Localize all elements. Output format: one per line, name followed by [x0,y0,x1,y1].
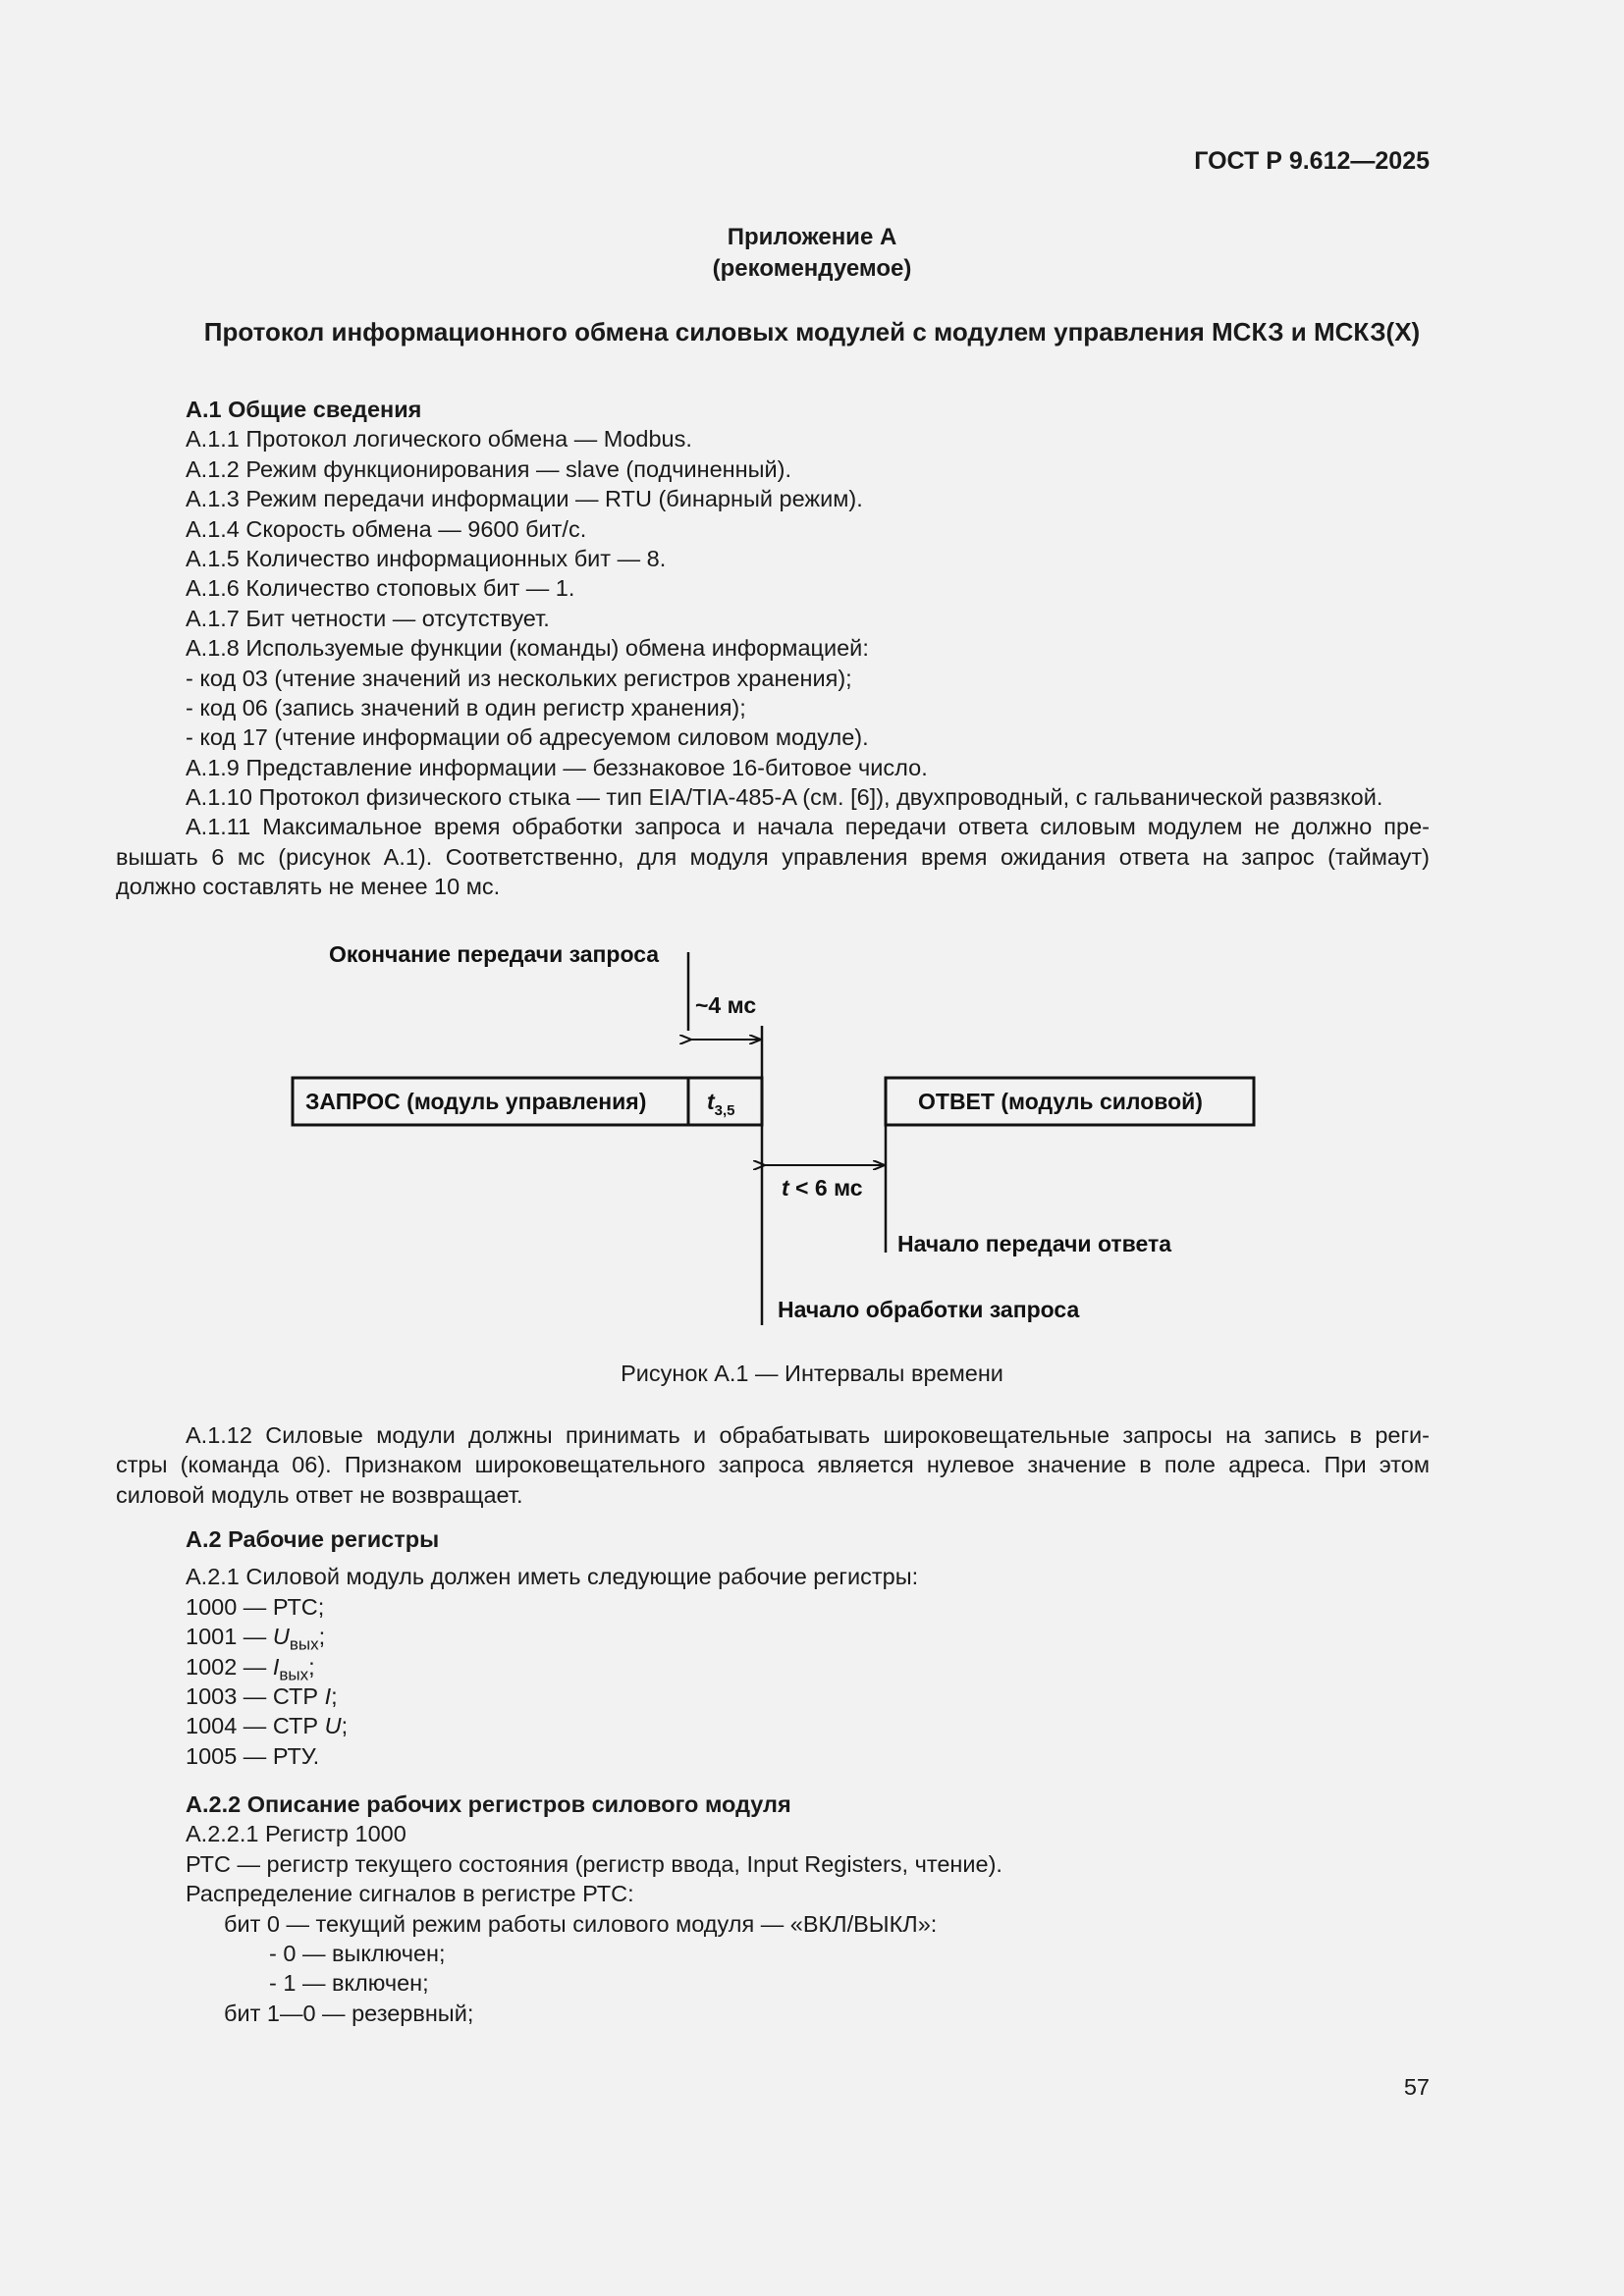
appendix-title: Приложение А [727,224,897,250]
section-heading: А.1 Общие сведения [186,397,422,422]
register-var: I [272,1653,280,1680]
label-4ms: ~4 мс [695,992,757,1018]
list-item: - код 17 (чтение информации об адресуемом силовом модуле). [186,724,869,751]
list-item: А.1.8 Используемые функции (команды) обмена информацией: [186,635,869,662]
label-t-less-6ms [782,1175,863,1201]
section-heading: А.2.2 Описание рабочих регистров силового модуля [186,1791,791,1817]
register-item [116,1622,1430,1654]
t35-label [707,1089,735,1119]
label-t-rest: < 6 мс [788,1175,863,1201]
register-text: 1002 — [186,1653,273,1680]
appendix-note: (рекомендуемое) [712,255,912,282]
figure-caption: Рисунок А.1 — Интервалы времени [621,1361,1003,1386]
response-box-label: ОТВЕТ (модуль силовой) [918,1089,1203,1114]
label-t-var: t [782,1175,789,1201]
register-text: ; [341,1713,349,1739]
paragraph-line: силовой модуль ответ не возвращает. [116,1481,523,1508]
register-var: I [324,1682,332,1709]
register-text: ; [318,1624,326,1650]
label-end-request: Окончание передачи запроса [329,941,660,967]
request-box-label: ЗАПРОС (модуль управления) [305,1089,647,1114]
paragraph-line: вышать 6 мс (рисунок А.1). Соответственно, для модуля управления время ожидания ответа на запрос (таймаут) [116,843,1430,870]
register-text: 1003 — СТР [186,1682,325,1709]
register-text: ; [331,1682,338,1709]
register-item [116,1711,1430,1740]
timing-diagram-svg [0,933,1624,1325]
register-sub: вых [289,1634,319,1654]
register-item: 1005 — РТУ. [186,1742,320,1769]
section-heading: А.2 Рабочие регистры [186,1526,440,1552]
paragraph-line: бит 0 — текущий режим работы силового модуля — «ВКЛ/ВЫКЛ»: [224,1910,938,1937]
paragraph-line: Распределение сигналов в регистре РТС: [186,1881,634,1907]
paragraph-line: А.2.2.1 Регистр 1000 [186,1821,406,1847]
paragraph-a112 [116,1420,1430,1510]
label-start-response: Начало передачи ответа [897,1231,1172,1256]
register-var: U [324,1713,342,1739]
paragraph-line: А.1.11 Максимальное время обработки запроса и начала передачи ответа силовым модулем не должно пре- [186,814,1430,840]
list-item: А.1.3 Режим передачи информации — RTU (бинарный режим). [186,486,863,512]
paragraph-line: РТС — регистр текущего состояния (регистр ввода, Input Registers, чтение). [186,1850,1002,1877]
register-text: 1001 — [186,1624,273,1650]
list-item: А.1.2 Режим функционирования — slave (подчиненный). [186,455,791,482]
register-text: ; [308,1653,315,1680]
section-a1 [116,395,1430,902]
section-a22 [116,1789,1430,2028]
list-item: А.1.7 Бит четности — отсутствует. [186,605,550,631]
list-item: А.1.4 Скорость обмена — 9600 бит/с. [186,515,587,542]
t35-sub: 3,5 [714,1102,735,1119]
paragraph-line: А.2.1 Силовой модуль должен иметь следующие рабочие регистры: [186,1564,919,1590]
list-item: А.1.5 Количество информационных бит — 8. [186,545,667,571]
paragraph-line: должно составлять не менее 10 мс. [116,874,501,900]
register-item [116,1652,1430,1682]
list-item: - код 06 (запись значений в один регистр хранения); [186,694,746,721]
register-var: U [272,1624,290,1650]
register-item: 1000 — РТС; [186,1593,325,1620]
document-code: ГОСТ Р 9.612—2025 [1194,147,1430,175]
section-a2 [116,1524,1430,1771]
list-item: А.1.6 Количество стоповых бит — 1. [186,575,575,602]
t35-main: t [707,1089,715,1114]
paragraph-line: бит 1—0 — резервный; [224,2000,474,2026]
register-sub: вых [279,1665,309,1684]
paragraph-line: А.1.12 Силовые модули должны принимать и обрабатывать широковещательные запросы на запись в реги- [186,1422,1430,1448]
register-item [116,1682,1430,1711]
list-item: А.1.9 Представление информации — беззнаковое 16-битовое число. [186,754,928,780]
label-start-processing: Начало обработки запроса [778,1297,1080,1322]
list-item: - код 03 (чтение значений из нескольких регистров хранения); [186,665,852,691]
list-item: А.1.10 Протокол физического стыка — тип EIA/TIA-485-A (см. [6]), двухпроводный, с гальванической развязкой. [186,784,1383,811]
register-text: 1004 — СТР [186,1713,325,1739]
timing-diagram [0,933,1624,1325]
list-item: - 1 — включен; [269,1970,429,1997]
list-item: - 0 — выключен; [269,1940,446,1966]
list-item: А.1.1 Протокол логического обмена — Modbus. [186,426,692,453]
appendix-heading: Протокол информационного обмена силовых модулей с модулем управления МСКЗ и МСКЗ(Х) [203,317,1421,347]
paragraph-line: стры (команда 06). Признаком широковещательного запроса является нулевое значение в поле адреса. При этом [116,1452,1430,1478]
page-number: 57 [1403,2074,1430,2100]
